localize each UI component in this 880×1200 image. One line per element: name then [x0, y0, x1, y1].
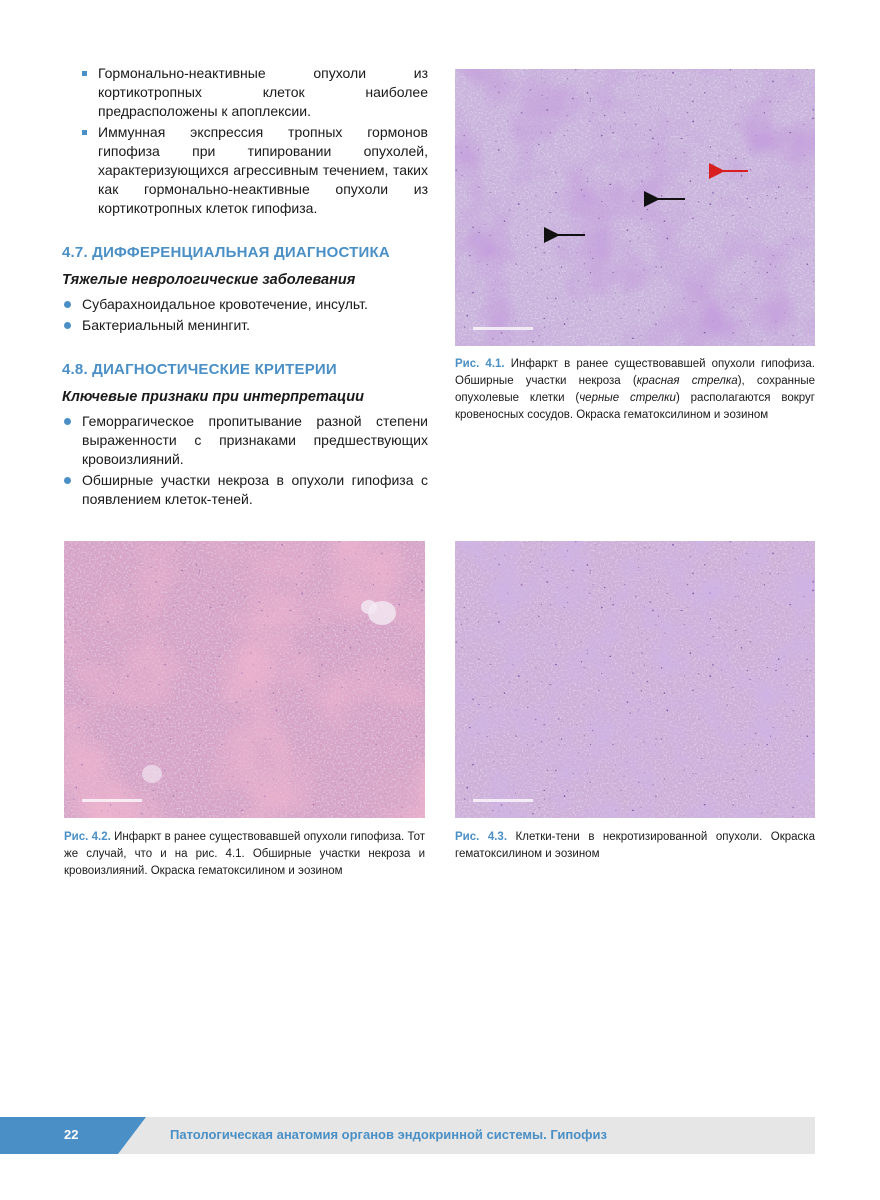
running-title: Патологическая анатомия органов эндокринной системы. Гипофиз [170, 1127, 607, 1142]
caption-italic: красная стрелка [636, 375, 738, 387]
square-bullet-icon [82, 71, 87, 76]
page-number: 22 [64, 1127, 79, 1142]
histology-micrograph [455, 541, 815, 818]
list-item-text: Геморрагическое пропитывание разной степени выраженности с признаками предшествующих кровоизлияний. [82, 413, 428, 467]
list-item [62, 471, 428, 509]
square-bullet-icon [82, 130, 87, 135]
figure-4-2-caption [64, 829, 425, 880]
list-item-text: Субарахноидальное кровотечение, инсульт. [82, 296, 368, 312]
round-bullet-icon [64, 477, 71, 484]
histology-micrograph [455, 69, 815, 346]
criteria-list [62, 412, 428, 509]
list-item-text: Бактериальный менингит. [82, 317, 251, 333]
caption-text: ), сохранные опухолевые клетки ( [455, 375, 815, 404]
section-title-differential: 4.7. ДИФФЕРЕНЦИАЛЬНАЯ ДИАГНОСТИКА [62, 244, 390, 261]
caption-text: Инфаркт в ранее существовавшей опухоли гипофиза. Тот же случай, что и на рис. 4.1. Обширные участки некроза и кровоизлияний. Окраска гематоксилином и эозином [64, 831, 425, 877]
section-title-criteria: 4.8. ДИАГНОСТИЧЕСКИЕ КРИТЕРИИ [62, 361, 337, 378]
list-item-text: Гормонально-неактивные опухоли из кортикотропных клеток наиболее предрасположены к апоплексии. [98, 65, 428, 119]
round-bullet-icon [64, 301, 71, 308]
round-bullet-icon [64, 322, 71, 329]
subsection-title-key-signs: Ключевые признаки при интерпретации [62, 389, 364, 405]
list-item-text: Иммунная экспрессия тропных гормонов гипофиза при типировании опухолей, характеризующихся агрессивным течением, таких как гормонально-неактивные опухоли из кортикотропных клеток гипофиза. [98, 124, 428, 216]
figure-label: Рис. 4.3. [455, 831, 508, 843]
figure-4-2-image [64, 541, 425, 818]
caption-text: Инфаркт в ранее существовавшей опухоли гипофиза. Обширные участки некроза ( [455, 358, 815, 387]
list-item [62, 412, 428, 469]
differential-list [62, 295, 428, 335]
caption-text: ) располагаются вокруг кровеносных сосудов. Окраска гематоксилином и эозином [455, 392, 816, 421]
figure-label: Рис. 4.1. [455, 358, 505, 370]
caption-text: Клетки-тени в некротизированной опухоли. Окраска гематоксилином и эозином [455, 831, 815, 860]
figure-4-1-image [455, 69, 815, 346]
list-item [62, 295, 428, 314]
figure-label: Рис. 4.2. [64, 831, 111, 843]
intro-bullet-list [62, 64, 428, 218]
list-item [62, 316, 428, 335]
left-column [62, 64, 428, 511]
figure-4-3-image [455, 541, 815, 818]
list-item [62, 64, 428, 121]
figure-4-3-caption [455, 829, 815, 863]
round-bullet-icon [64, 418, 71, 425]
list-item [62, 123, 428, 218]
subsection-title-neuro: Тяжелые неврологические заболевания [62, 272, 356, 288]
histology-micrograph [64, 541, 425, 818]
figure-4-1-caption [455, 356, 815, 424]
list-item-text: Обширные участки некроза в опухоли гипофиза с появлением клеток-теней. [82, 472, 428, 507]
caption-italic: черные стрелки [579, 392, 676, 404]
